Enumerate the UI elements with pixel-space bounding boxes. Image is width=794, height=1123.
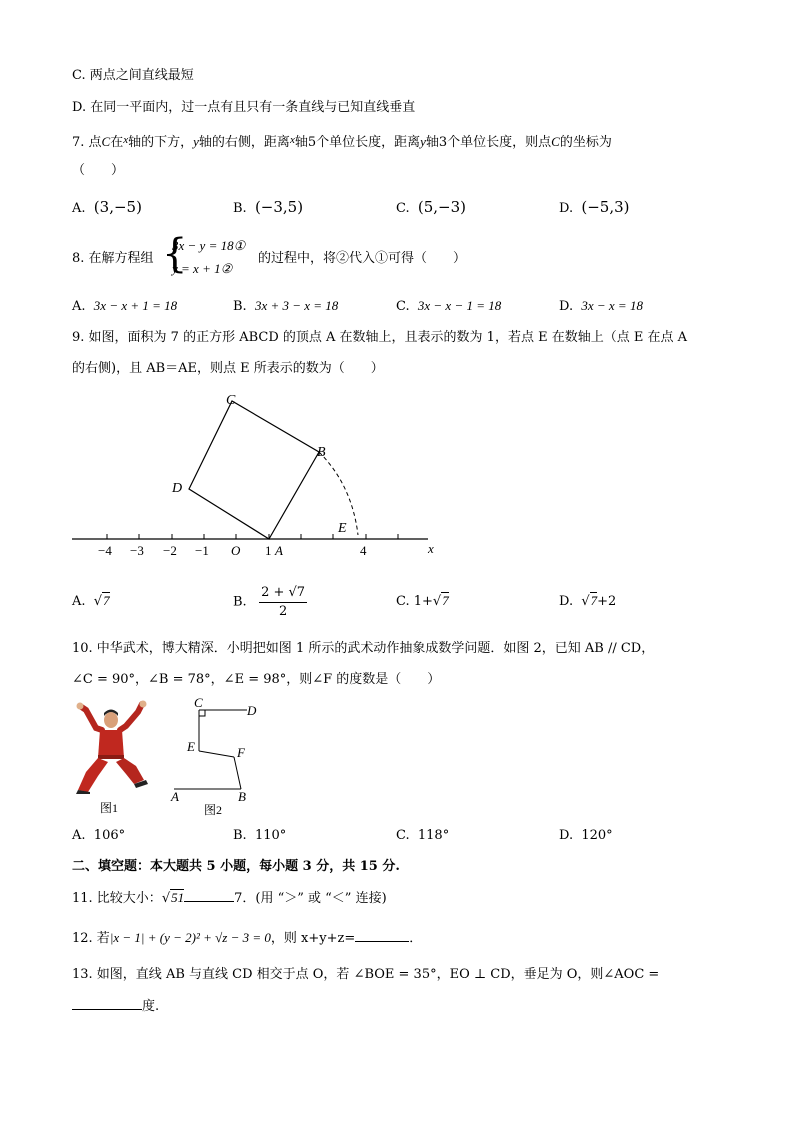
question-7-stem: 7. 点C在$^x$轴的下方，y轴的右侧，距离$^x$轴5个单位长度，距离y轴3个单位长度，则点C的坐标为 — [72, 134, 612, 150]
question-13-blank: 度. — [72, 998, 159, 1016]
question-8-label: 8. 在解方程组 — [72, 251, 154, 266]
section-2-heading: 二、填空题：本大题共 5 小题，每小题 3 分，共 15 分. — [72, 859, 400, 874]
square-abcd — [189, 401, 319, 539]
tick-minus-1: −1 — [195, 543, 209, 558]
q8-option-c: C. 3x − x − 1 = 18 — [396, 298, 502, 314]
q10-option-a: A. 106° — [72, 828, 126, 843]
question-9-stem-2: 的右侧)，且 AB＝AE，则点 E 所表示的数为（ ） — [72, 361, 384, 376]
q10-option-b: B. 110° — [233, 828, 287, 843]
angle-figure — [160, 695, 280, 820]
q9-option-b: B. $\frac{2 + √7}{2}$ — [233, 585, 306, 619]
q8-option-d: D. 3x − x = 18 — [559, 298, 643, 314]
question-9-stem-1: 9. 如图，面积为 7 的正方形 ABCD 的顶点 A 在数轴上，且表示的数为 1，若点 E 在数轴上（点 E 在点 A — [72, 330, 687, 345]
label-e: E — [338, 521, 347, 536]
label-x: x — [428, 541, 434, 556]
equation-2: y = x + 1② — [172, 261, 233, 276]
q10-option-d: D. 120° — [559, 828, 613, 843]
q9-option-c: C. 1+√7 — [396, 593, 449, 609]
question-10-stem-2: ∠C = 90°，∠B = 78°，∠E = 98°，则∠F 的度数是（ ） — [72, 672, 441, 687]
figure-2-caption: 图2 — [204, 803, 223, 817]
tick-4: 4 — [360, 543, 367, 558]
label-d: D — [172, 481, 183, 496]
q8-option-a: A. 3x − x + 1 = 18 — [72, 298, 178, 314]
figure-1-caption: 图1 — [100, 801, 119, 815]
label-d: D — [247, 703, 257, 718]
question-8-stem: 的过程中，将②代入①可得（ ） — [258, 251, 467, 266]
q7-option-d: D. (−5,3) — [559, 198, 630, 216]
label-c: C — [194, 695, 203, 710]
tick-minus-3: −3 — [130, 543, 144, 558]
equation-1: 3x − y = 18① — [172, 238, 246, 253]
square-number-line-figure — [60, 385, 460, 565]
label-a: A — [275, 543, 283, 558]
tick-minus-4: −4 — [98, 543, 112, 558]
label-b: B — [317, 445, 326, 460]
q10-option-c: C. 118° — [396, 828, 450, 843]
question-10-stem-1: 10. 中华武术，博大精深．小明把如图 1 所示的武术动作抽象成数学问题．如图 2，已知 AB // CD， — [72, 641, 655, 656]
q7-option-a: A. (3,−5) — [72, 198, 142, 216]
tick-minus-2: −2 — [163, 543, 177, 558]
equation-brace: { — [162, 231, 188, 277]
option-d-text: D. 在同一平面内，过一点有且只有一条直线与已知直线垂直 — [72, 100, 416, 115]
tick-1: 1 — [265, 543, 272, 558]
label-a: A — [171, 789, 179, 804]
question-12: 12. 若|x − 1| + (y − 2)² + √z − 3 = 0，则 x+y+z= ． — [72, 930, 423, 946]
label-e: E — [187, 739, 195, 754]
q9-option-a: A. √7 — [72, 593, 110, 609]
q7-option-b: B. (−3,5) — [233, 198, 304, 216]
option-c-text: C. 两点之间直线最短 — [72, 68, 194, 83]
question-13-stem: 13. 如图，直线 AB 与直线 CD 相交于点 O，若 ∠BOE = 35°，EO ⊥ CD，垂足为 O，则∠AOC = — [72, 967, 660, 982]
label-f: F — [237, 745, 245, 760]
q9-option-d: D. √7+2 — [559, 593, 617, 609]
q7-option-c: C. (5,−3) — [396, 198, 467, 216]
label-b: B — [238, 789, 246, 804]
label-c: C — [226, 393, 236, 408]
label-o: O — [231, 543, 241, 558]
question-7-paren: （ ） — [72, 163, 125, 178]
martial-arts-photo — [72, 700, 152, 820]
question-11: 11. 比较大小：√51 7．(用 “＞” 或 “＜” 连接) — [72, 890, 387, 906]
q8-option-b: B. 3x + 3 − x = 18 — [233, 298, 339, 314]
